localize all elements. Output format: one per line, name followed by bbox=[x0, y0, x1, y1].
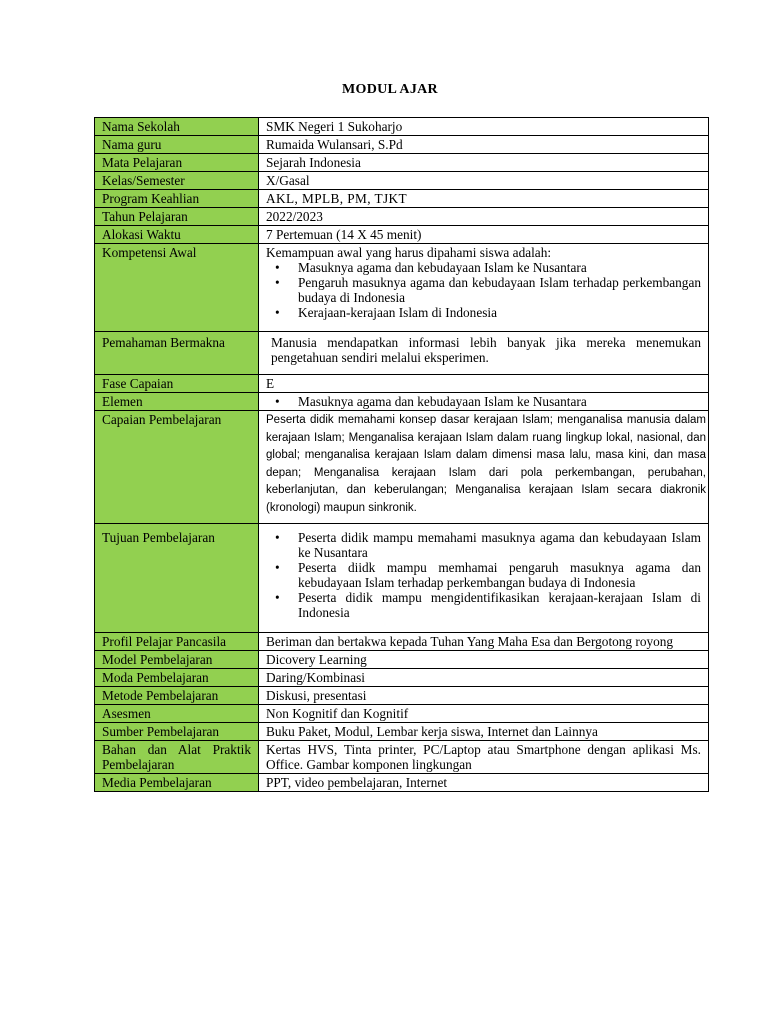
label-mata-pelajaran: Mata Pelajaran bbox=[95, 154, 259, 172]
value-kelas-semester: X/Gasal bbox=[259, 172, 709, 190]
row-nama-guru bbox=[95, 136, 709, 154]
value-tujuan-pembelajaran bbox=[259, 524, 709, 633]
row-bahan-alat bbox=[95, 741, 709, 774]
kompetensi-awal-list bbox=[266, 260, 701, 320]
list-item bbox=[275, 560, 701, 590]
value-nama-sekolah: SMK Negeri 1 Sukoharjo bbox=[259, 118, 709, 136]
bullet-icon: • bbox=[275, 305, 280, 320]
bullet-icon: • bbox=[275, 275, 280, 290]
row-moda-pembelajaran bbox=[95, 669, 709, 687]
list-item bbox=[275, 305, 701, 320]
bullet-icon: • bbox=[275, 260, 280, 275]
row-kompetensi-awal bbox=[95, 244, 709, 332]
value-metode-pembelajaran: Diskusi, presentasi bbox=[259, 687, 709, 705]
row-pemahaman-bermakna bbox=[95, 332, 709, 375]
list-item-text: Pengaruh masuknya agama dan kebudayaan Islam terhadap perkembangan budaya di Indonesia bbox=[298, 275, 701, 305]
row-tahun-pelajaran bbox=[95, 208, 709, 226]
bullet-icon: • bbox=[275, 394, 280, 409]
value-tahun-pelajaran: 2022/2023 bbox=[259, 208, 709, 226]
list-item bbox=[275, 394, 701, 409]
row-profil-pelajar bbox=[95, 633, 709, 651]
value-nama-guru: Rumaida Wulansari, S.Pd bbox=[259, 136, 709, 154]
label-nama-guru: Nama guru bbox=[95, 136, 259, 154]
value-capaian-pembelajaran: Peserta didik memahami konsep dasar kerajaan Islam; menganalisa manusia dalam kerajaan Islam; Menganalisa kerajaan Islam dalam ruang lingkup lokal, nasional, dan global; menganalisa kerajaan Islam dalam dimensi masa lalu, masa kini, dan masa depan; Menganalisa kerajaan Islam dari pola perkembangan, perubahan, keberlanjutan, dan keberulangan; Menganalisa kerajaan Islam secara diakronik (kronologi) maupun sinkronik. bbox=[259, 411, 709, 524]
list-item-text: Kerajaan-kerajaan Islam di Indonesia bbox=[298, 305, 497, 320]
value-bahan-alat: Kertas HVS, Tinta printer, PC/Laptop atau Smartphone dengan aplikasi Ms. Office. Gambar komponen lingkungan bbox=[259, 741, 709, 774]
value-alokasi-waktu: 7 Pertemuan (14 X 45 menit) bbox=[259, 226, 709, 244]
value-model-pembelajaran: Dicovery Learning bbox=[259, 651, 709, 669]
row-fase-capaian bbox=[95, 375, 709, 393]
elemen-list bbox=[266, 394, 701, 409]
row-capaian-pembelajaran bbox=[95, 411, 709, 524]
label-pemahaman-bermakna: Pemahaman Bermakna bbox=[95, 332, 259, 375]
label-bahan-alat: Bahan dan Alat Praktik Pembelajaran bbox=[95, 741, 259, 774]
bullet-icon: • bbox=[275, 560, 280, 575]
label-alokasi-waktu: Alokasi Waktu bbox=[95, 226, 259, 244]
list-item-text: Masuknya agama dan kebudayaan Islam ke Nusantara bbox=[298, 260, 587, 275]
label-moda-pembelajaran: Moda Pembelajaran bbox=[95, 669, 259, 687]
modul-table bbox=[94, 117, 709, 792]
label-nama-sekolah: Nama Sekolah bbox=[95, 118, 259, 136]
bullet-icon: • bbox=[275, 530, 280, 545]
label-media-pembelajaran: Media Pembelajaran bbox=[95, 774, 259, 792]
list-item bbox=[275, 530, 701, 560]
value-mata-pelajaran: Sejarah Indonesia bbox=[259, 154, 709, 172]
row-media-pembelajaran bbox=[95, 774, 709, 792]
value-moda-pembelajaran: Daring/Kombinasi bbox=[259, 669, 709, 687]
value-elemen bbox=[259, 393, 709, 411]
value-sumber-pembelajaran: Buku Paket, Modul, Lembar kerja siswa, Internet dan Lainnya bbox=[259, 723, 709, 741]
label-sumber-pembelajaran: Sumber Pembelajaran bbox=[95, 723, 259, 741]
list-item-text: Peserta didik mampu mengidentifikasikan kerajaan-kerajaan Islam di Indonesia bbox=[298, 590, 701, 620]
list-item bbox=[275, 260, 701, 275]
row-nama-sekolah bbox=[95, 118, 709, 136]
row-tujuan-pembelajaran bbox=[95, 524, 709, 633]
label-tujuan-pembelajaran: Tujuan Pembelajaran bbox=[95, 524, 259, 633]
list-item-text: Peserta diidk mampu memhamai pengaruh masuknya agama dan kebudayaan Islam terhadap perkembangan budaya di Indonesia bbox=[298, 560, 701, 590]
label-asesmen: Asesmen bbox=[95, 705, 259, 723]
list-item bbox=[275, 275, 701, 305]
label-profil-pelajar: Profil Pelajar Pancasila bbox=[95, 633, 259, 651]
value-asesmen: Non Kognitif dan Kognitif bbox=[259, 705, 709, 723]
list-item-text: Peserta didik mampu memahami masuknya agama dan kebudayaan Islam ke Nusantara bbox=[298, 530, 701, 560]
label-program-keahlian: Program Keahlian bbox=[95, 190, 259, 208]
row-asesmen bbox=[95, 705, 709, 723]
label-elemen: Elemen bbox=[95, 393, 259, 411]
label-fase-capaian: Fase Capaian bbox=[95, 375, 259, 393]
list-item-text: Masuknya agama dan kebudayaan Islam ke Nusantara bbox=[298, 394, 587, 409]
value-program-keahlian: AKL, MPLB, PM, TJKT bbox=[259, 190, 709, 208]
value-kompetensi-awal bbox=[259, 244, 709, 332]
label-kelas-semester: Kelas/Semester bbox=[95, 172, 259, 190]
label-kompetensi-awal: Kompetensi Awal bbox=[95, 244, 259, 332]
kompetensi-awal-intro: Kemampuan awal yang harus dipahami siswa adalah: bbox=[266, 245, 552, 260]
document-title: MODUL AJAR bbox=[342, 82, 438, 97]
bullet-icon: • bbox=[275, 590, 280, 605]
row-program-keahlian bbox=[95, 190, 709, 208]
row-sumber-pembelajaran bbox=[95, 723, 709, 741]
label-tahun-pelajaran: Tahun Pelajaran bbox=[95, 208, 259, 226]
value-media-pembelajaran: PPT, video pembelajaran, Internet bbox=[259, 774, 709, 792]
row-kelas-semester bbox=[95, 172, 709, 190]
row-model-pembelajaran bbox=[95, 651, 709, 669]
tujuan-pembelajaran-list bbox=[266, 530, 701, 620]
row-metode-pembelajaran bbox=[95, 687, 709, 705]
row-mata-pelajaran bbox=[95, 154, 709, 172]
row-elemen bbox=[95, 393, 709, 411]
label-metode-pembelajaran: Metode Pembelajaran bbox=[95, 687, 259, 705]
list-item bbox=[275, 590, 701, 620]
value-pemahaman-bermakna: Manusia mendapatkan informasi lebih banyak jika mereka menemukan pengetahuan sendiri melalui eksperimen. bbox=[259, 332, 709, 375]
value-fase-capaian: E bbox=[259, 375, 709, 393]
label-model-pembelajaran: Model Pembelajaran bbox=[95, 651, 259, 669]
label-capaian-pembelajaran: Capaian Pembelajaran bbox=[95, 411, 259, 524]
row-alokasi-waktu bbox=[95, 226, 709, 244]
value-profil-pelajar: Beriman dan bertakwa kepada Tuhan Yang Maha Esa dan Bergotong royong bbox=[259, 633, 709, 651]
